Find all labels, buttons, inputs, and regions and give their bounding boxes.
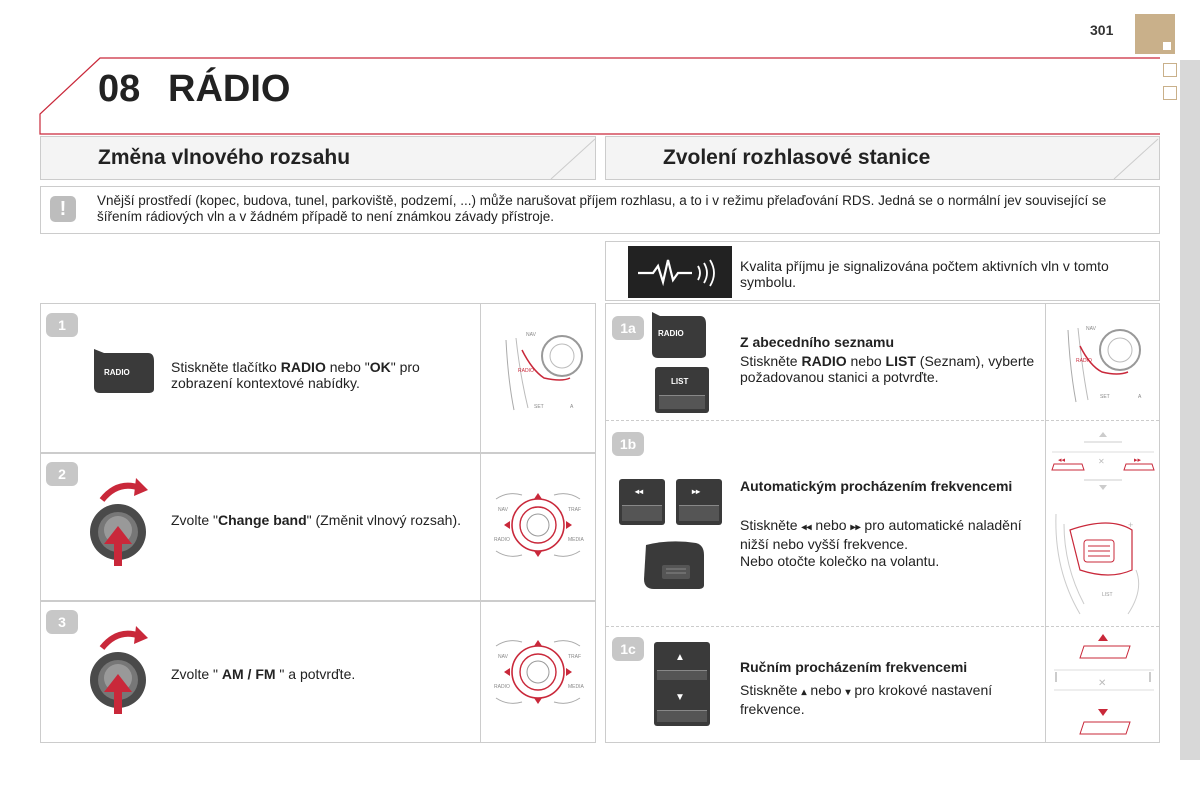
step-1b-heading: Automatickým procházením frekvencemi bbox=[740, 478, 1013, 494]
step-1b-text-alt: Nebo otočte kolečko na volantu. bbox=[740, 553, 940, 569]
svg-text:SET: SET bbox=[1100, 394, 1110, 400]
tune-up-down-button-icon: ▲ ▼ bbox=[654, 642, 710, 726]
svg-text:NAV: NAV bbox=[498, 507, 508, 513]
step-badge: 2 bbox=[46, 462, 78, 486]
signal-wave-icon bbox=[628, 246, 732, 298]
svg-text:RADIO: RADIO bbox=[1076, 358, 1092, 364]
list-button-icon bbox=[655, 367, 709, 413]
warning-icon: ! bbox=[50, 196, 76, 222]
step-1a-text: Stiskněte RADIO nebo LIST (Seznam), vyberte požadovanou stanici a potvrďte. bbox=[740, 353, 1035, 385]
seek-back-button-icon: ◂◂ bbox=[619, 479, 665, 525]
radio-button-label: RADIO bbox=[104, 368, 130, 377]
section-title-left: Změna vlnového rozsahu bbox=[98, 146, 351, 169]
reception-text: Kvalita příjmu je signalizována počtem aktivních vln v tomto symbolu. bbox=[740, 258, 1109, 290]
radio-button-icon bbox=[90, 345, 156, 395]
svg-text:✕: ✕ bbox=[1098, 457, 1105, 466]
step-badge: 1c bbox=[612, 637, 644, 661]
svg-text:MEDIA: MEDIA bbox=[568, 537, 584, 543]
warning-text: Vnější prostředí (kopec, budova, tunel, parkoviště, podzemí, ...) může narušovat příjem rozhlasu, a to i v režimu přelaďování RDS. Jedná se o normální jev související se šířením rádiových vln a v žádném případě to není známkou závady přístroje. bbox=[97, 193, 1107, 224]
step-badge: 1 bbox=[46, 313, 78, 337]
chapter-number: 08 bbox=[98, 68, 141, 110]
radio-button-label: RADIO bbox=[658, 329, 684, 338]
rotary-knob-icon bbox=[84, 622, 154, 726]
svg-text:NAV: NAV bbox=[1086, 326, 1096, 332]
step-badge: 1b bbox=[612, 432, 644, 456]
svg-text:RADIO: RADIO bbox=[494, 537, 510, 543]
svg-text:◂◂: ◂◂ bbox=[1058, 457, 1066, 464]
steering-wheel-diagram bbox=[1050, 510, 1158, 622]
page-number: 301 bbox=[1090, 22, 1114, 38]
radio-button-icon bbox=[650, 310, 708, 360]
svg-text:+: + bbox=[1128, 520, 1134, 530]
svg-text:NAV: NAV bbox=[526, 332, 536, 338]
step-1b-text: Stiskněte ◂◂ nebo ▸▸ pro automatické naladění nižší nebo vyšší frekvence. bbox=[740, 517, 1022, 552]
svg-text:SET: SET bbox=[534, 404, 544, 410]
svg-text:RADIO: RADIO bbox=[494, 684, 510, 690]
chapter-tab-marker bbox=[1163, 63, 1177, 77]
step-1a-heading: Z abecedního seznamu bbox=[740, 334, 895, 350]
controller-diagram bbox=[1058, 320, 1158, 410]
svg-text:A: A bbox=[1138, 394, 1142, 400]
step-3-text: Zvolte " AM / FM " a potvrďte. bbox=[171, 666, 356, 682]
steering-wheel-button-icon bbox=[640, 537, 706, 591]
controller-diagram bbox=[488, 485, 592, 565]
svg-text:MEDIA: MEDIA bbox=[568, 684, 584, 690]
step-2-text: Zvolte "Change band" (Změnit vlnový rozsah). bbox=[171, 512, 461, 528]
side-bar bbox=[1180, 60, 1200, 760]
section-title-right: Zvolení rozhlasové stanice bbox=[663, 146, 931, 169]
svg-text:▸▸: ▸▸ bbox=[1134, 457, 1142, 464]
step-1c-text: Stiskněte ▴ nebo ▾ pro krokové nastavení frekvence. bbox=[740, 682, 993, 717]
svg-text:✕: ✕ bbox=[1098, 678, 1107, 689]
step-badge: 1a bbox=[612, 316, 644, 340]
rotary-knob-icon bbox=[84, 474, 154, 578]
chapter-tab-marker bbox=[1163, 86, 1177, 100]
controller-diagram bbox=[488, 632, 592, 712]
svg-text:NAV: NAV bbox=[498, 654, 508, 660]
step-badge: 3 bbox=[46, 610, 78, 634]
page-title: RÁDIO bbox=[168, 68, 291, 110]
svg-text:A: A bbox=[570, 404, 574, 410]
step-1c-heading: Ručním procházením frekvencemi bbox=[740, 659, 968, 675]
svg-text:TRAF: TRAF bbox=[568, 507, 582, 513]
frequency-step-diagram bbox=[1050, 630, 1158, 740]
svg-text:TRAF: TRAF bbox=[568, 654, 582, 660]
frequency-seek-diagram bbox=[1048, 428, 1158, 508]
step-1-text: Stiskněte tlačítko RADIO nebo "OK" pro zobrazení kontextové nabídky. bbox=[171, 359, 420, 391]
controller-diagram bbox=[492, 320, 592, 420]
svg-text:LIST: LIST bbox=[1102, 592, 1113, 598]
chapter-tab bbox=[1135, 14, 1175, 54]
seek-forward-button-icon: ▸▸ bbox=[676, 479, 722, 525]
svg-text:RADIO: RADIO bbox=[518, 368, 534, 374]
list-button-label: LIST bbox=[671, 377, 689, 386]
